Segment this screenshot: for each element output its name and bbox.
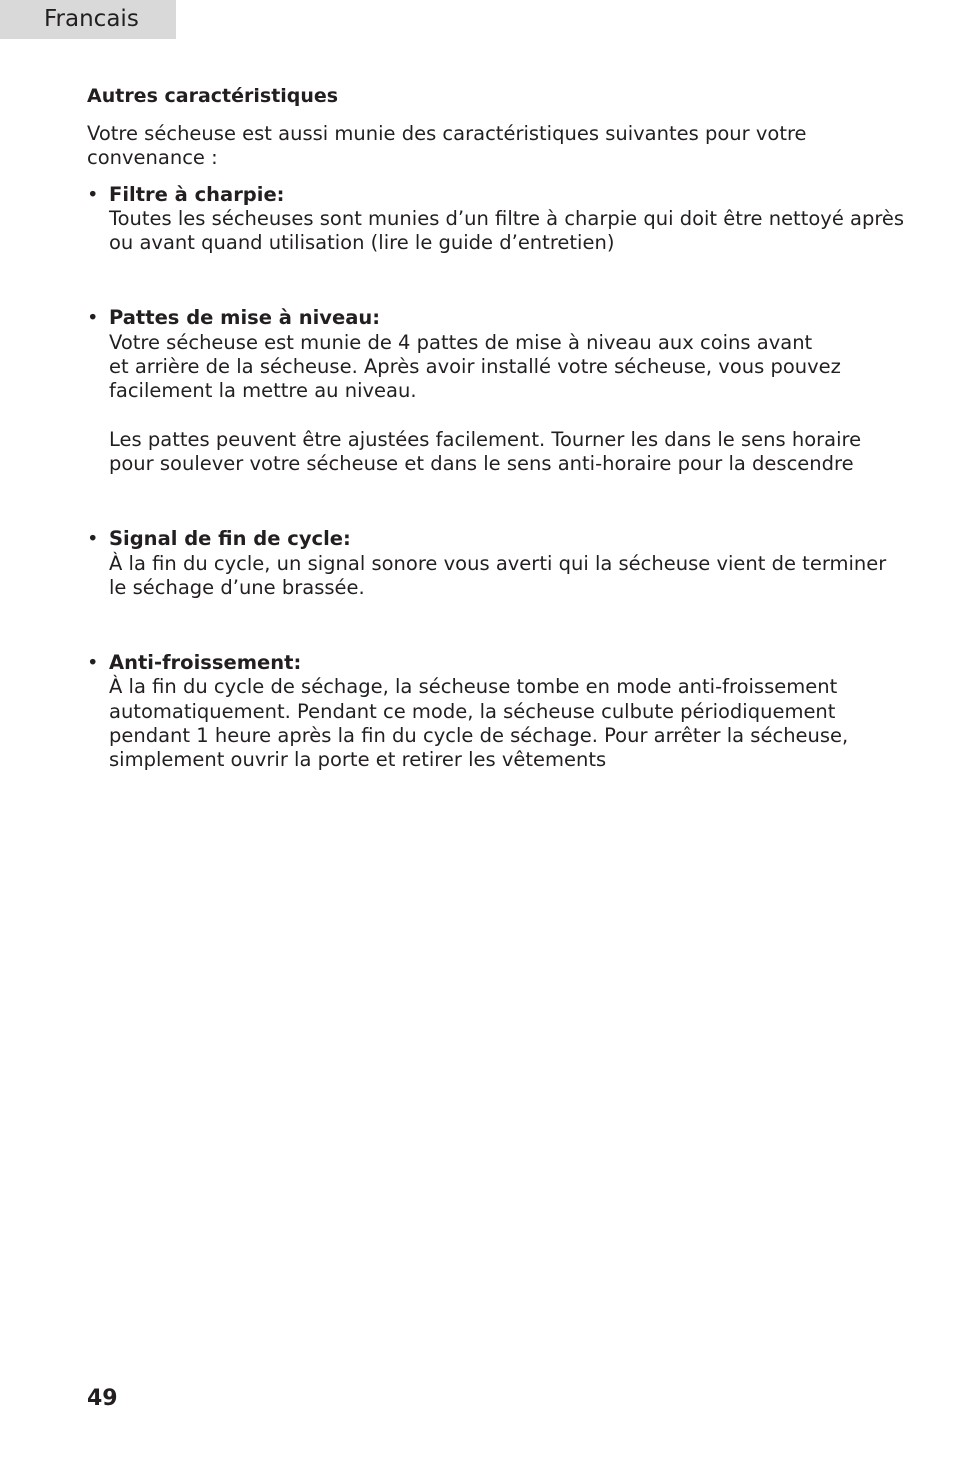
feature-item-anti-wrinkle: [87, 651, 887, 772]
intro-line: Votre sécheuse est aussi munie des caractéristiques suivantes pour votre: [87, 122, 807, 145]
feature-paragraph: [109, 428, 887, 477]
feature-paragraph: [109, 552, 887, 601]
feature-line: simplement ouvrir la porte et retirer les vêtements: [109, 748, 607, 772]
feature-line: automatiquement. Pendant ce mode, la sécheuse culbute périodiquement: [109, 699, 836, 723]
feature-line: pour soulever votre sécheuse et dans le sens anti-horaire pour la descendre: [109, 451, 854, 475]
feature-line: À la fin du cycle de séchage, la sécheuse tombe en mode anti-froissement: [109, 675, 838, 699]
intro-paragraph: [87, 122, 887, 171]
feature-line: Votre sécheuse est munie de 4 pattes de mise à niveau aux coins avant: [109, 330, 813, 354]
feature-line: facilement la mettre au niveau.: [109, 379, 417, 403]
page-content: [87, 84, 905, 773]
feature-line: ou avant quand utilisation (lire le guide d’entretien): [109, 231, 615, 255]
bullet-icon: •: [87, 527, 99, 551]
feature-item-end-of-cycle-signal: [87, 527, 887, 600]
bullet-icon: •: [87, 651, 99, 675]
page-number: 49: [87, 1386, 118, 1411]
language-tab: Francais: [0, 0, 176, 39]
feature-line: À la fin du cycle, un signal sonore vous averti qui la sécheuse vient de terminer: [109, 551, 887, 575]
feature-paragraph: [109, 206, 905, 256]
feature-line: le séchage d’une brassée.: [109, 575, 365, 599]
feature-line: pendant 1 heure après la fin du cycle de séchage. Pour arrêter la sécheuse,: [109, 724, 849, 748]
intro-line: convenance :: [87, 146, 218, 170]
feature-line: Les pattes peuvent être ajustées facilement. Tourner les dans le sens horaire: [109, 427, 862, 451]
feature-paragraph: [109, 331, 887, 404]
feature-line: Toutes les sécheuses sont munies d’un filtre à charpie qui doit être nettoyé après: [109, 206, 905, 230]
section-title: Autres caractéristiques: [87, 85, 339, 107]
feature-title: Filtre à charpie:: [109, 182, 285, 206]
feature-item-lint-filter: [87, 182, 905, 256]
bullet-icon: •: [87, 182, 99, 206]
feature-line: et arrière de la sécheuse. Après avoir installé votre sécheuse, vous pouvez: [109, 355, 841, 379]
feature-title: Pattes de mise à niveau:: [109, 306, 381, 330]
feature-item-leveling-legs: [87, 306, 887, 476]
feature-paragraph: [109, 675, 887, 772]
bullet-icon: •: [87, 306, 99, 330]
feature-title: Signal de fin de cycle:: [109, 527, 351, 551]
feature-title: Anti-froissement:: [109, 651, 302, 675]
